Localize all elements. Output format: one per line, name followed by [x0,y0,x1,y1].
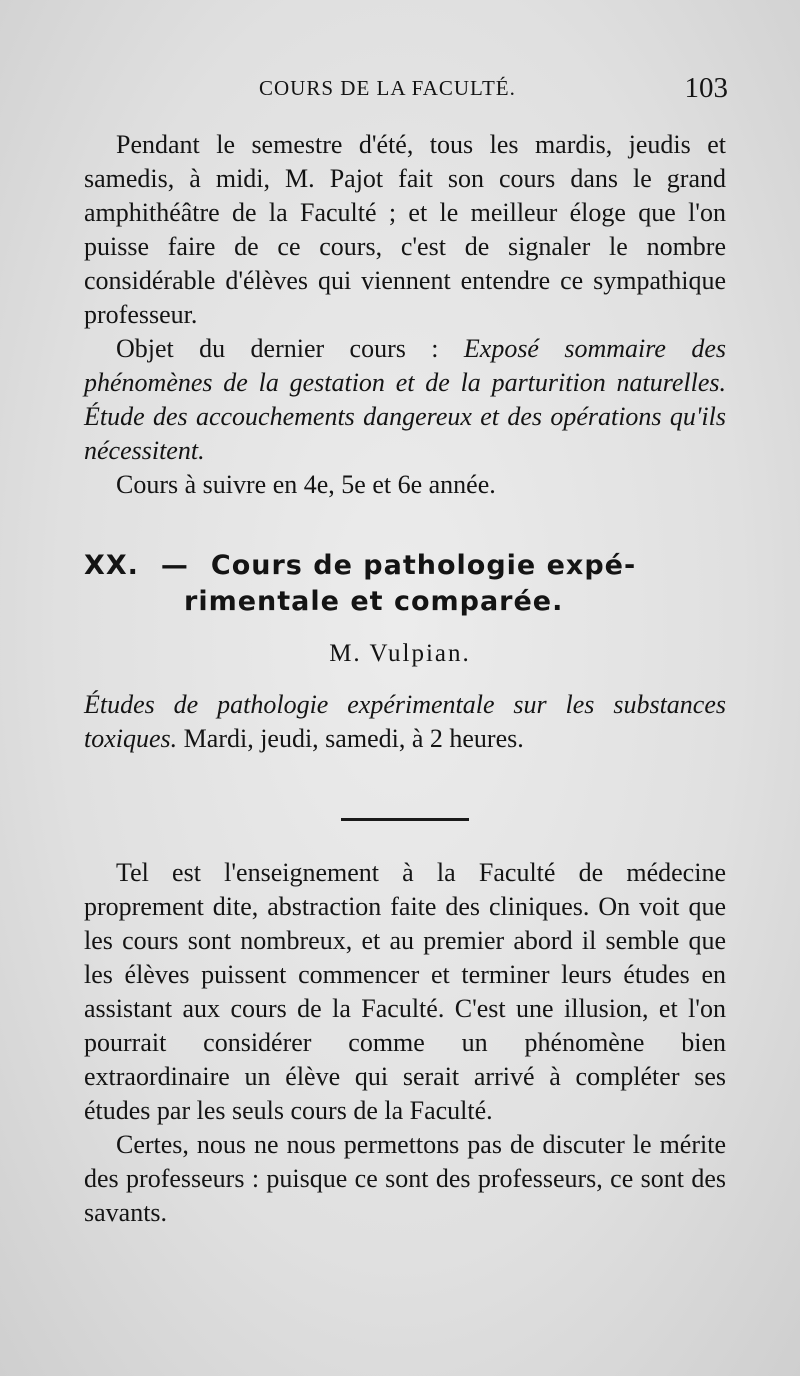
text-block-vulpian [84,688,726,756]
section-divider [341,818,469,821]
paragraph [84,688,726,756]
course-subject: Exposé sommaire des phénomènes de la gestation et de la parturition naturelles. Étude des accouchements dangereux et des opérations qu'ils nécessitent. [84,334,726,465]
paragraph: Pendant le semestre d'été, tous les mardis, jeudis et samedis, à midi, M. Pajot fait son cours dans le grand amphithéâtre de la Faculté ; et le meilleur éloge que l'on puisse faire de ce cours, c'est de signaler le nombre considérable d'élèves qui viennent entendre ce sympathique professeur. [84,130,726,329]
page-header [84,72,728,108]
course-schedule: Mardi, jeudi, samedi, à 2 heures. [177,724,524,753]
section-title-line2: rimentale et comparée. [184,586,564,617]
section-number: XX. [84,550,139,581]
author-name: M. Vulpian. [329,640,471,667]
running-head: COURS DE LA FACULTÉ. [259,76,516,100]
paragraph: Cours à suivre en 4e, 5e et 6e année. [116,470,496,499]
paragraph-lead: Objet du dernier cours : [116,334,464,363]
course-subject: Études de pathologie expérimentale sur les substances toxiques. [84,690,726,753]
section-dash: — [160,550,189,581]
text-block-conclusion [84,856,726,1230]
section-heading [84,548,726,620]
page-number: 103 [684,72,728,104]
paragraph: Certes, nous ne nous permettons pas de discuter le mérite des professeurs : puisque ce sont des professeurs, ce sont des savants. [84,1130,726,1227]
paragraph-objet [84,332,726,468]
paragraph: Tel est l'enseignement à la Faculté de médecine proprement dite, abstraction faite des cliniques. On voit que les cours sont nombreux, et au premier abord il semble que les élèves puissent commencer et terminer leurs études en assistant aux cours de la Faculté. C'est une illusion, et l'on pourrait considérer comme un phénomène bien extraordinaire un élève qui serait arrivé à compléter ses études par les seuls cours de la Faculté. [84,858,726,1125]
section-title-line1: Cours de pathologie expé- [210,550,637,581]
text-block-pajot [84,128,726,502]
